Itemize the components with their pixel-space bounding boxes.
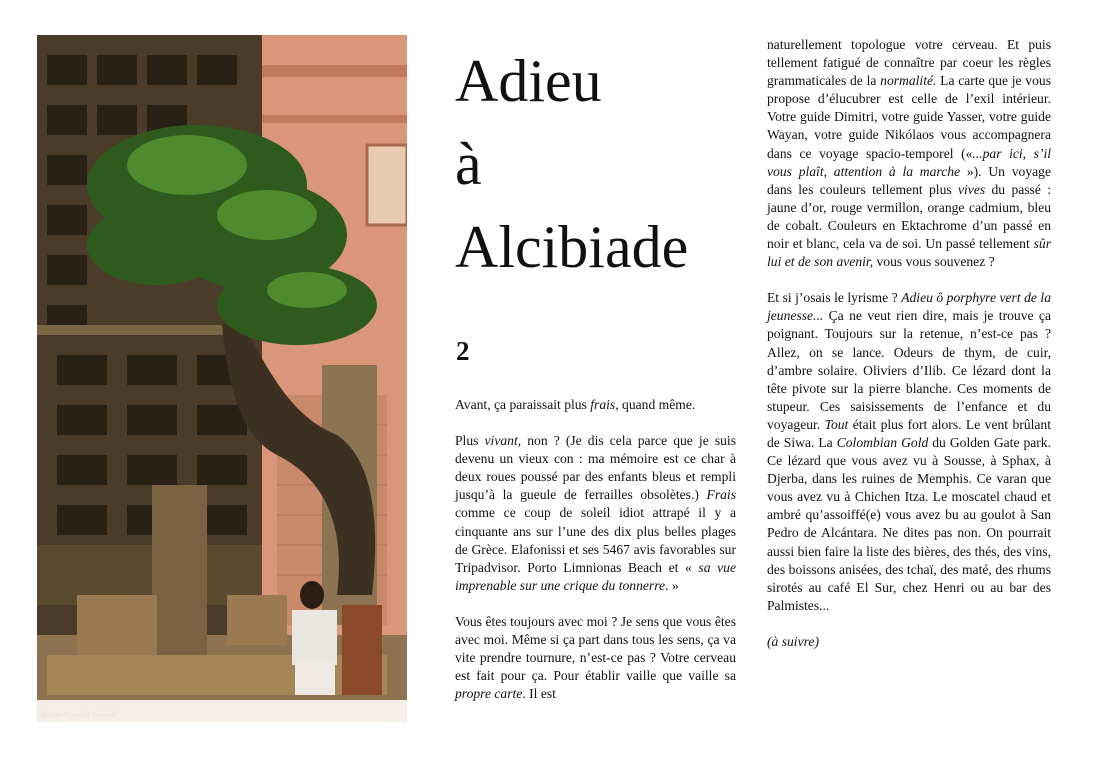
title-line-2: à — [455, 131, 482, 197]
text-run: vous vous souvenez ? — [873, 254, 995, 270]
emphasis: sûr lui et de son avenir, — [767, 236, 1051, 270]
emphasis: vivant — [484, 433, 518, 449]
emphasis: sa vue imprenable sur une crique du tonnerre — [455, 559, 736, 593]
to-be-continued: (à suivre) — [767, 633, 819, 649]
emphasis: normalité. — [880, 73, 937, 89]
text-run: Avant, ça paraissait plus — [455, 397, 591, 412]
text-run: du Golden Gate park. Ce lézard que vous avez vu à Sousse, à Sphax, à Djerba, dans les ruines de Memphis. Ce varan que vous avez vu à Chichen Itza. Le moscatel chaud et ambré qu’assoiffé(e) vous avez bu au goulot à San Pedro de Alcántara. Ne dites pas non. On pourrait aussi bien faire la liste des bières, des thés, des vins, des boissons anisées, des tchaï, des maté, des rhums sirotés au café El Sur, chez Henri ou au bar des Palmistes... — [767, 434, 1052, 613]
emphasis: vives — [958, 181, 986, 197]
article-title — [455, 40, 755, 289]
paragraph — [455, 396, 736, 414]
title-line-3: Alcibiade — [455, 214, 689, 280]
paragraph — [767, 36, 1051, 271]
emphasis: Tout — [824, 416, 849, 432]
paragraph — [767, 289, 1051, 615]
text-run: . Il est — [522, 686, 556, 702]
emphasis: frais, — [590, 397, 619, 412]
text-run: Plus — [455, 433, 485, 449]
text-run: , non ? (Je dis cela parce que je suis devenu un vieux con : ma mémoire est ce char à deux roues poussé par des enfants bleus et rempli jusqu’à la gueule de ferrailles obsolètes.) — [455, 433, 736, 503]
paragraph — [455, 613, 736, 703]
emphasis: Frais — [706, 487, 736, 503]
photo-credit: ©Jean-François Paillard — [41, 712, 116, 719]
paragraph — [455, 432, 736, 595]
text-run: La carte que je vous propose d’élucubrer est celle de l’exil intérieur. Votre guide Dimitri, votre guide Yasser, votre guide Wayan, votre guide Nikólaos vous accompagnera dans ce voyage spacio-temporel (« — [767, 73, 1051, 161]
title-line-1: Adieu — [455, 48, 602, 114]
text-run: naturellement topologue votre cerveau. Et puis tellement fatigué de connaître par coeur les règles grammaticales de la — [767, 37, 1051, 89]
cover-photo — [37, 35, 407, 722]
photo-illustration — [37, 35, 407, 722]
text-run: quand même. — [618, 397, 696, 412]
text-run: . » — [665, 577, 679, 593]
text-run: comme ce coup de soleil idiot attrapé il y a cinquante ans sur l’une des dix plus belles plages de Grèce. Elafonissi et ses 5467 avis favorables sur Tripadvisor. Porto Limnionas Beach et « — [455, 505, 736, 575]
text-column-2 — [767, 36, 1051, 669]
text-column-1 — [455, 396, 736, 721]
text-run: Vous êtes toujours avec moi ? Je sens que vous êtes avec moi. Même si ça part dans tous les sens, ça va vite prendre tournure, n’est-ce pas ? Votre cerveau est fait pour ça. Pour établir vaille que vaille sa — [455, 613, 736, 684]
text-run: Ça ne veut rien dire, mais je trouve ça poignant. Toujours sur la retenue, n’est-ce pas ? Allez, on se lance. Odeurs de thym, de cuir, d’ambre solaire. Oliviers d’Ilib. Ce lézard dont la tête pivote sur la pierre blanche. Ces moments de stupeur. Ces saisissements de l’enfance et du voyageur. — [767, 308, 1051, 432]
text-run: Et si j’osais le lyrisme ? — [767, 290, 902, 306]
emphasis: Adieu ô porphyre vert de la jeunesse... — [767, 290, 1051, 324]
text-run: du passé : jaune d’or, rouge vermillon, orange cadmium, bleu de cobalt. Couleurs en Ektachrome d’un passé en noir et blanc, cela va de soi. Un passé tellement — [767, 181, 1051, 252]
chapter-number: 2 — [456, 336, 470, 366]
emphasis: ...par ici, s’il vous plaît, attention à la marche — [767, 145, 1051, 179]
text-run: était plus fort alors. Le vent brûlant de Siwa. La — [767, 416, 1052, 450]
text-run: »). Un voyage dans les couleurs tellement plus — [767, 163, 1051, 197]
emphasis: propre carte — [455, 686, 523, 702]
emphasis: Colombian Gold — [836, 434, 929, 450]
